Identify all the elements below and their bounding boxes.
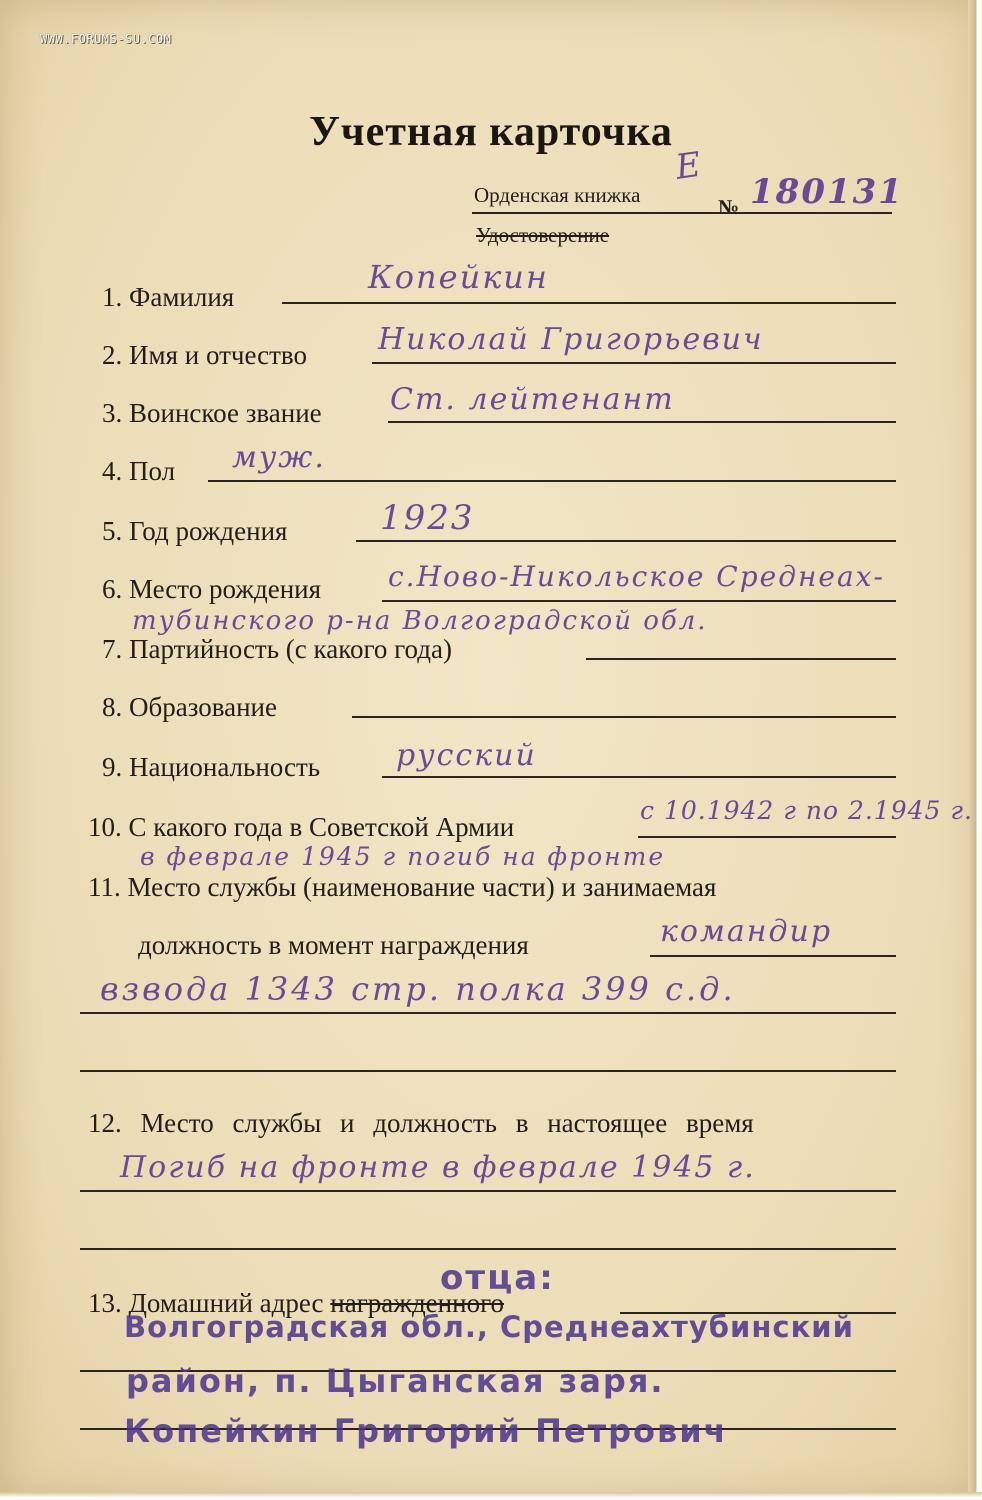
field-13-value-line2: район, п. Цыганская заря. bbox=[126, 1362, 665, 1400]
field-4-value: муж. bbox=[232, 440, 326, 475]
field-9-value: русский bbox=[396, 738, 537, 773]
field-10-label: С какого года в Советской Армии bbox=[128, 812, 515, 842]
field-5-value: 1923 bbox=[380, 498, 475, 538]
field-9-number: 9. bbox=[102, 752, 123, 782]
field-13-label: Домашний адрес bbox=[128, 1288, 324, 1318]
field-5-line bbox=[356, 540, 896, 542]
field-11-label-line2: должность в момент награждения bbox=[138, 930, 529, 960]
field-4-label: Пол bbox=[129, 456, 176, 486]
field-4-line bbox=[208, 480, 896, 482]
field-5-number: 5. bbox=[102, 516, 123, 546]
field-6-value-line1: с.Ново-Никольское Среднеах- bbox=[388, 560, 885, 593]
field-2-value: Николай Григорьевич bbox=[378, 322, 764, 357]
field-9-line bbox=[382, 776, 896, 778]
field-3-label: Воинское звание bbox=[129, 398, 322, 428]
field-13-value-line1: Волгоградская обл., Среднеахтубинский bbox=[124, 1310, 854, 1344]
field-10-number: 10. bbox=[88, 812, 122, 842]
booklet-series: Е bbox=[673, 144, 706, 188]
field-10-note: в феврале 1945 г погиб на фронте bbox=[140, 842, 666, 871]
field-13-value-line3: Копейкин Григорий Петрович bbox=[124, 1412, 728, 1450]
field-12-label: Место службы и должность в настоящее время bbox=[140, 1108, 754, 1138]
field-12-line-a bbox=[80, 1190, 896, 1192]
field-3-line bbox=[388, 421, 896, 423]
card-title: Учетная карточка bbox=[309, 109, 673, 155]
field-11-value-line1: командир bbox=[660, 914, 833, 949]
booklet-number: 180131 bbox=[750, 172, 904, 212]
field-6-line bbox=[382, 600, 896, 602]
paper-edge-right bbox=[968, 0, 982, 1500]
field-6-label: Место рождения bbox=[129, 574, 322, 604]
field-12-value: Погиб на фронте в феврале 1945 г. bbox=[120, 1150, 756, 1185]
field-6-number: 6. bbox=[102, 574, 123, 604]
watermark: WWW.FORUMS-SU.COM bbox=[40, 32, 172, 46]
field-10-value: с 10.1942 г по 2.1945 г. bbox=[640, 796, 973, 825]
field-8-number: 8. bbox=[102, 692, 123, 722]
field-13-struck-word: награжденного bbox=[330, 1288, 504, 1318]
field-11-line-a bbox=[650, 955, 896, 957]
field-3-number: 3. bbox=[102, 398, 123, 428]
field-5-label: Год рождения bbox=[129, 516, 288, 546]
field-1-label: Фамилия bbox=[129, 282, 235, 312]
field-13-insert: отца: bbox=[440, 1258, 555, 1298]
field-7-number: 7. bbox=[102, 634, 123, 664]
field-11-value-line2: взвода 1343 стр. полка 399 с.д. bbox=[100, 970, 736, 1008]
field-11-line-c bbox=[80, 1070, 896, 1072]
booklet-label: Орденская книжка bbox=[474, 183, 641, 207]
field-12-number: 12. bbox=[88, 1108, 122, 1138]
field-2-label: Имя и отчество bbox=[129, 340, 307, 370]
paper-edge-bottom bbox=[0, 1492, 982, 1500]
field-1-value: Копейкин bbox=[368, 258, 549, 296]
field-4-number: 4. bbox=[102, 456, 123, 486]
field-8-line bbox=[352, 716, 896, 718]
booklet-struck-label: Удостоверение bbox=[476, 223, 610, 247]
field-11-number: 11. bbox=[88, 872, 121, 902]
field-1-line bbox=[282, 302, 896, 304]
field-11-label-line1: Место службы (наименование части) и занимаемая bbox=[127, 872, 717, 902]
field-8-label: Образование bbox=[129, 692, 277, 722]
field-2-line bbox=[372, 362, 896, 364]
field-9-label: Национальность bbox=[129, 752, 321, 782]
field-7-label: Партийность (с какого года) bbox=[129, 634, 452, 664]
field-1-number: 1. bbox=[102, 282, 123, 312]
field-2-number: 2. bbox=[102, 340, 123, 370]
field-12-line-b bbox=[80, 1248, 896, 1250]
booklet-underline bbox=[472, 212, 892, 214]
field-7-line bbox=[586, 658, 896, 660]
field-10-line bbox=[638, 836, 896, 838]
number-sign: № bbox=[718, 195, 740, 219]
field-6-value-line2: тубинского р-на Волгоградской обл. bbox=[132, 606, 708, 636]
field-11-line-b bbox=[80, 1012, 896, 1014]
field-13-number: 13. bbox=[88, 1288, 122, 1318]
field-3-value: Ст. лейтенант bbox=[390, 382, 675, 417]
